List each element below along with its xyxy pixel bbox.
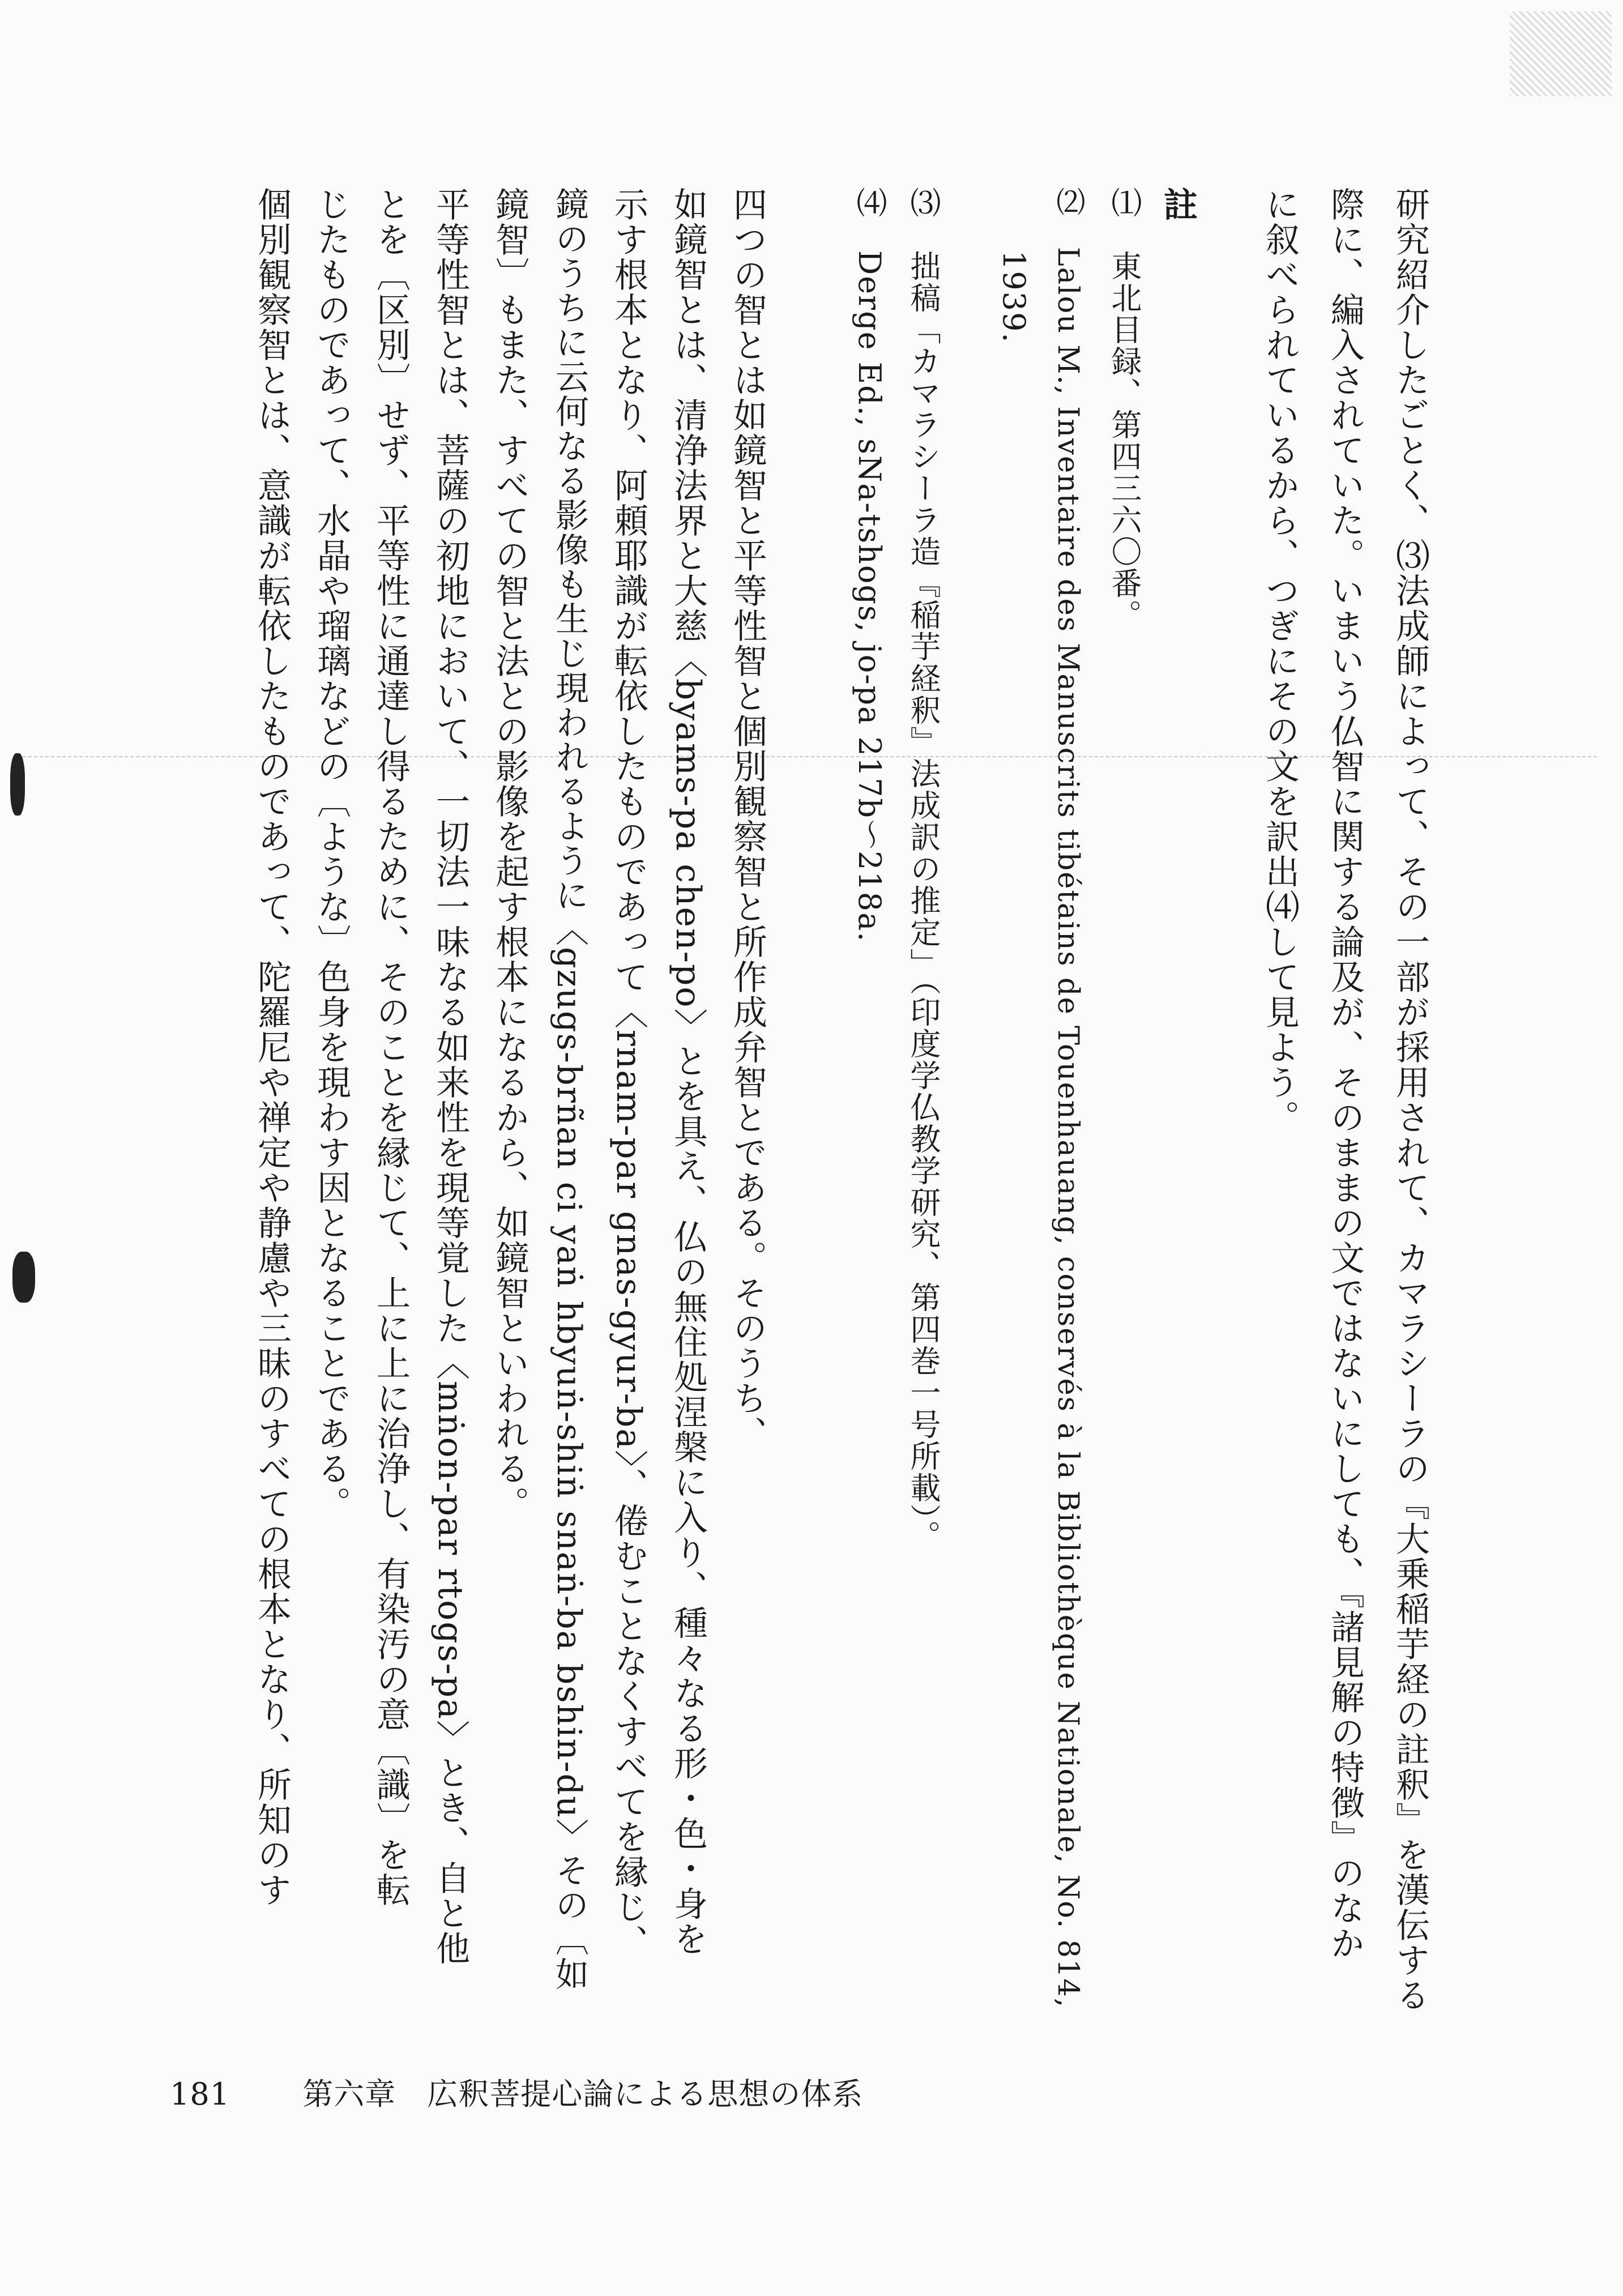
- body-column: 鏡智〕もまた、すべての智と法との影像を起す根本になるから、如鏡智といわれる。: [490, 187, 529, 1521]
- body-column: とを〔区別〕せず、平等性に通達し得るために、そのことを縁じて、上に上に治浄し、有染汚の意〔識〕を転: [371, 187, 411, 1907]
- body-column: 平等性智とは、菩薩の初地において、一切法一味なる如来性を現等覚した〈mṅon-par rtogs-pa〉とき、自と他: [430, 187, 470, 1966]
- page-number: 181: [170, 2076, 230, 2112]
- notes-heading: 註: [1158, 187, 1198, 222]
- running-title: 第六章 広釈菩提心論による思想の体系: [302, 2076, 864, 2112]
- scan-noise: [1510, 11, 1612, 96]
- binding-hole-mark: [10, 753, 25, 816]
- body-column: 鏡のうちに云何なる影像も生じ現われるように〈gzugs-brñan ci yaṅ hbyuṅ-shiṅ snaṅ-ba bshin-du〉その〔如: [550, 187, 589, 1992]
- body-column: じたものであって、水晶や瑠璃などの〔ような〕色身を現わす因となることである。: [311, 187, 351, 1521]
- body-column: 示す根本となり、阿頼耶識が転依したものであって〈rnam-par gnas-gyur-ba〉、倦むことなくすべてを縁じ、: [609, 187, 648, 1960]
- body-column: 際に、編入されていた。いまいう仏智に関する論及が、そのままの文ではないにしても、『諸見解の特徴』のなか: [1325, 187, 1365, 1961]
- binding-hole-mark: [12, 1252, 35, 1303]
- footnote: ⑷ Derge Ed., sNa-tshogs, jo-pa 217b〜218a.: [852, 187, 887, 943]
- body-column: 如鏡智とは、清浄法界と大慈〈byams-pa chen-po〉とを具え、仏の無住処涅槃に入り、種々なる形・色・身を: [668, 187, 708, 1957]
- body-column: に叙べられているから、つぎにその文を訳出⑷して見よう。: [1260, 187, 1300, 1135]
- body-column: 個別観察智とは、意識が転依したものであって、陀羅尼や禅定や静慮や三昧のすべての根本となり、所知のす: [252, 187, 292, 1907]
- body-column: 研究紹介したごとく、⑶法成師によって、その一部が採用されて、カマラシーラの『大乗稲芋経の註釈』を漢伝する: [1390, 187, 1430, 2013]
- footnote: ⑵ Lalou M., Inventaire des Manuscrits tibétains de Touenhauang, conservés à la Bibliothèque Nationale, No. 814,: [1051, 187, 1084, 2009]
- footnote: ⑶ 拙稿「カマラシーラ造『稲芋経釈』法成訳の推定」（印度学仏教学研究、第四巻一号所載）。: [906, 187, 941, 1552]
- footnote: ⑴ 東北目録、第四三六〇番。: [1107, 187, 1142, 631]
- footnote-continuation: 1939.: [996, 187, 1032, 344]
- body-column: 四つの智とは如鏡智と平等性智と個別観察智と所作成弁智とである。そのうち、: [728, 187, 767, 1451]
- page-footer: [170, 2070, 863, 2114]
